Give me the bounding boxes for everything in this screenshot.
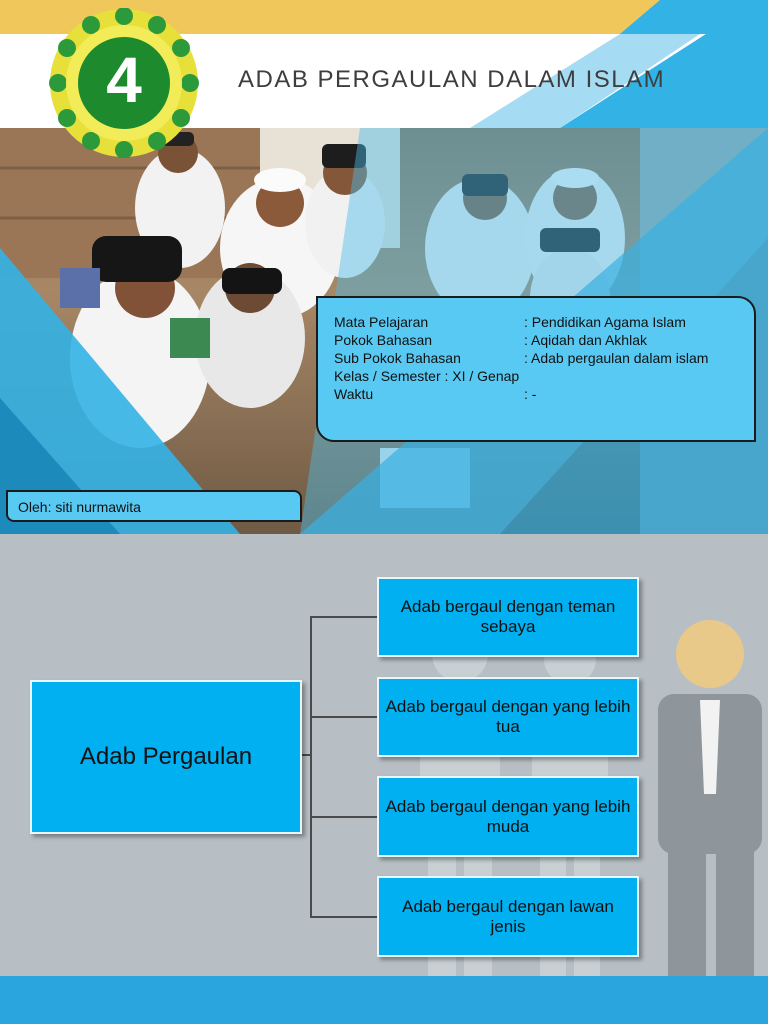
info-label-subtopic: Sub Pokok Bahasan — [334, 350, 461, 366]
author-box — [6, 490, 302, 522]
connector-vertical — [310, 616, 312, 918]
info-value-time: : - — [524, 386, 537, 402]
connector-branch-3 — [310, 816, 378, 818]
mindmap-branch-older: Adab bergaul dengan yang lebih tua — [377, 677, 639, 757]
top-right-blue — [560, 0, 768, 34]
mindmap-branch-younger: Adab bergaul dengan yang lebih muda — [377, 776, 639, 857]
mindmap-branch-peer: Adab bergaul dengan teman sebaya — [377, 577, 639, 657]
bottom-strip — [0, 976, 768, 1024]
info-value-subtopic: : Adab pergaulan dalam islam — [524, 350, 709, 366]
mindmap-root: Adab Pergaulan — [30, 680, 302, 834]
lesson-info-box — [316, 296, 756, 442]
connector-branch-2 — [310, 716, 378, 718]
badge-number: 4 — [106, 44, 142, 116]
connector-branch-1 — [310, 616, 378, 618]
info-label-subject: Mata Pelajaran — [334, 314, 429, 330]
connector-branch-4 — [310, 916, 378, 918]
info-label-class: Kelas / Semester : XI / Genap — [334, 368, 520, 384]
mindmap-branch-opposite-sex: Adab bergaul dengan lawan jenis — [377, 876, 639, 957]
info-label-topic: Pokok Bahasan — [334, 332, 433, 348]
slide-mindmap — [0, 534, 768, 1024]
chapter-badge — [44, 8, 204, 158]
info-label-time: Waktu — [334, 386, 374, 402]
info-value-topic: : Aqidah dan Akhlak — [524, 332, 647, 348]
slide-title: ADAB PERGAULAN DALAM ISLAM — [238, 66, 666, 93]
author-text: Oleh: siti nurmawita — [18, 499, 141, 515]
info-value-subject: : Pendidikan Agama Islam — [524, 314, 686, 330]
